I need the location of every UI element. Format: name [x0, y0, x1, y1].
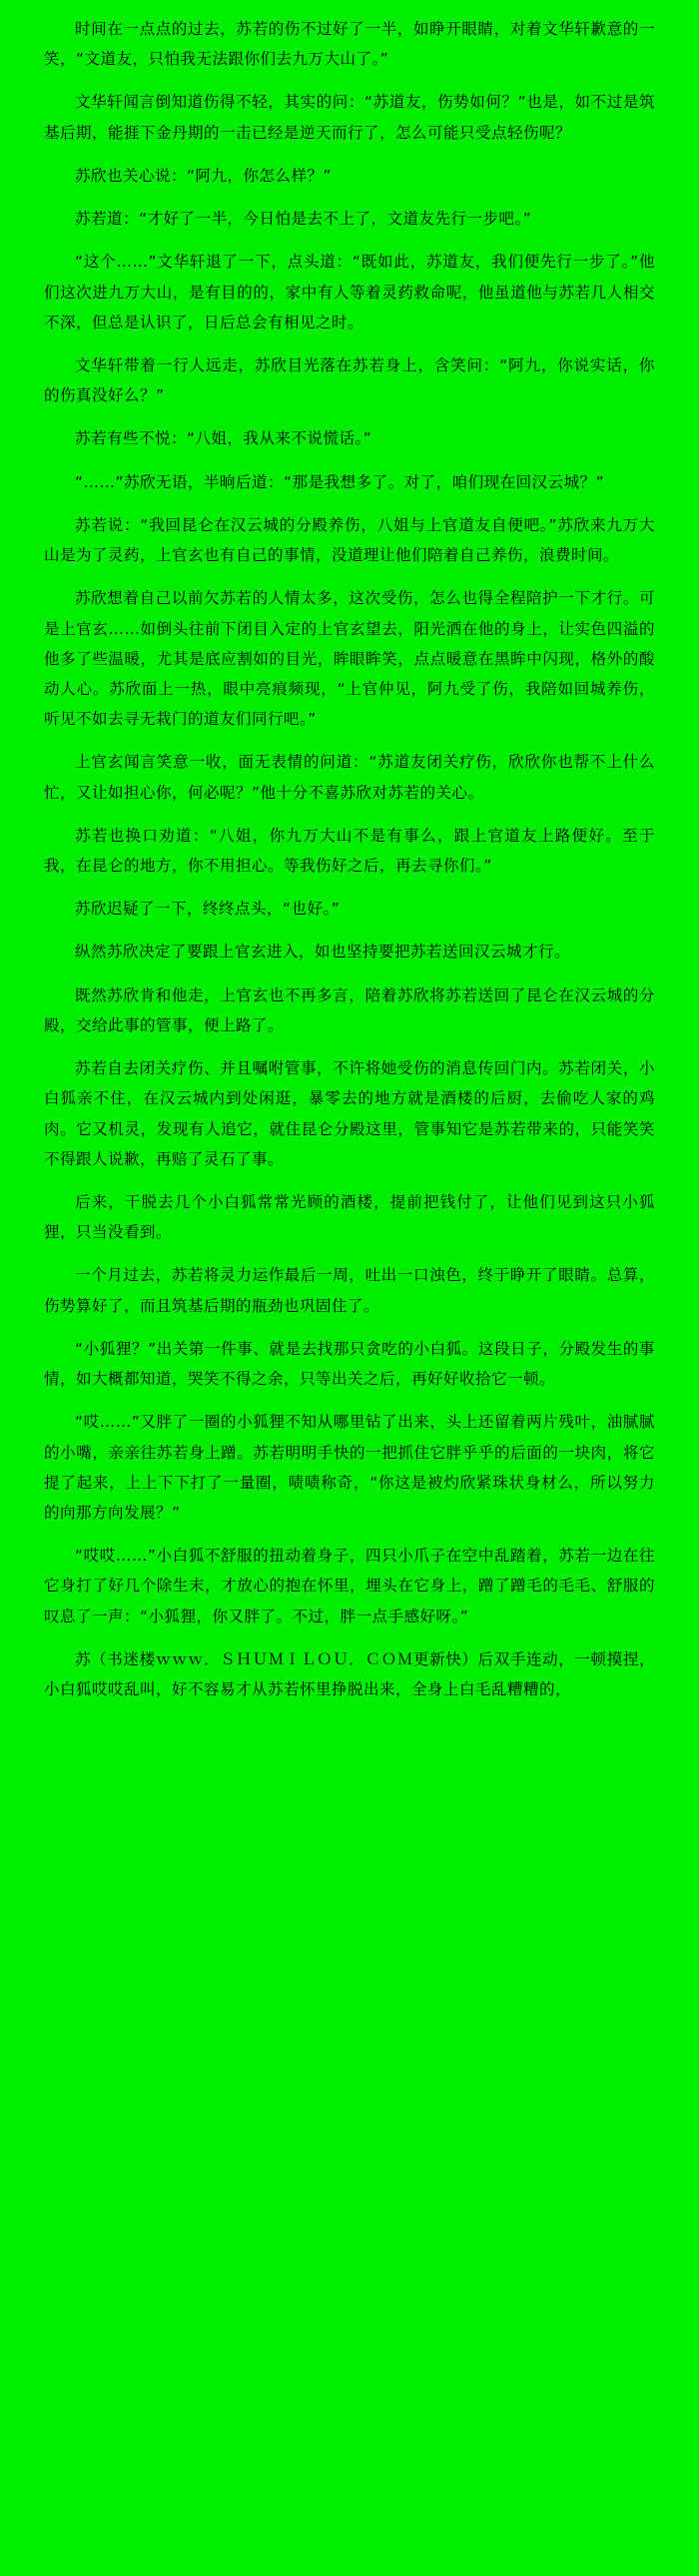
paragraph-18: 一个月过去，苏若将灵力运作最后一周，吐出一口浊色，终于睁开了眼睛。总算，伤势算好了，而且筑基后期的瓶劲也巩固住了。 — [44, 1266, 655, 1315]
paragraph-19: “小狐狸？”出关第一件事、就是去找那只贪吃的小白狐。这段日子，分殿发生的事情，如大概都知道，哭笑不得之余，只等出关之后，再好好收拾它一顿。 — [44, 1339, 655, 1389]
paragraph-15: 既然苏欣肯和他走，上官玄也不再多言，陪着苏欣将苏若送回了昆仑在汉云城的分殿，交给此事的管事，便上路了。 — [44, 985, 655, 1034]
paragraph-2: 文华轩闻言倒知道伤得不轻，其实的问：“苏道友，伤势如何？”也是，如不过是筑基后期，能捱下金丹期的一击已经是逆天而行了，怎么可能只受点轻伤呢？ — [44, 93, 655, 142]
paragraph-9: 苏若说：“我回昆仑在汉云城的分殿养伤，八姐与上官道友自便吧。”苏欣来九万大山是为了灵药，上官玄也有自己的事情，没道理让他们陪着自己养伤，浪费时间。 — [44, 515, 655, 565]
paragraph-17: 后来，干脱去几个小白狐常常光顾的酒楼，提前把钱付了，让他们见到这只小狐狸，只当没看到。 — [44, 1193, 655, 1242]
paragraph-22: 苏（书迷楼ｗｗｗ．ＳＨＵＭＩＬＯＵ．ＣＯＭ更新快）后双手连动，一顿摸捏，小白狐哎哎乱叫，好不容易才从苏若怀里挣脱出来，全身上白毛乱糟糟的， — [44, 1649, 655, 1699]
paragraph-8: “……”苏欣无语，半晌后道：“那是我想多了。对了，咱们现在回汉云城？” — [75, 472, 605, 491]
paragraph-13: 苏欣迟疑了一下，终终点头，“也好。” — [75, 900, 341, 919]
paragraph-1: 时间在一点点的过去，苏若的伤不过好了一半，如睁开眼睛，对着文华轩歉意的一笑，“文道友，只怕我无法跟你们去九万大山了。” — [44, 20, 655, 69]
paragraph-5: “这个……”文华轩退了一下，点头道：“既如此，苏道友，我们便先行一步了。”他们这次进九万大山，是有目的的，家中有人等着灵药救命呢，他虽道他与苏若几人相交不深，但总是认识了，日后总会有相见之时。 — [44, 253, 655, 331]
paragraph-7: 苏若有些不悦：“八姐，我从来不说慌话。” — [75, 429, 372, 448]
paragraph-20: “哎……”又胖了一圈的小狐狸不知从哪里钻了出来，头上还留着两片残叶，油腻腻的小嘴，亲亲往苏若身上蹭。苏若明明手快的一把抓住它胖乎乎的后面的一块肉，将它提了起来，上上下下打了一量圈，啧啧称奇，“你这是被灼欣紧珠状身材么，所以努力的向那方向发展？” — [44, 1413, 655, 1522]
paragraph-11: 上官玄闻言笑意一收，面无表情的问道：“苏道友闭关疗伤，欣欣你也帮不上什么忙，又让如担心你，何必呢？”他十分不喜苏欣对苏若的关心。 — [44, 753, 655, 802]
paragraph-3: 苏欣也关心说：“阿九，你怎么样？” — [75, 166, 333, 185]
paragraph-4: 苏若道：“才好了一半，今日怕是去不上了，文道友先行一步吧。” — [75, 210, 532, 229]
paragraph-16: 苏若自去闭关疗伤、并且嘱咐管事，不许将她受伤的消息传回门内。苏若闭关，小白狐亲不住，在汉云城内到处闲逛，暴零去的地方就是酒楼的后厨，去偷吃人家的鸡肉。它又机灵，发现有人追它，就住昆仑分殿这里，管事知它是苏若带来的，只能笑笑不得跟人说歉，再赔了灵石了事。 — [44, 1059, 655, 1168]
paragraph-12: 苏若也换口劝道：“八姐，你九万大山不是有事么，跟上官道友上路便好。至于我，在昆仑的地方，你不用担心。等我伤好之后，再去寻你们。” — [44, 826, 655, 876]
paragraph-14: 纵然苏欣决定了要跟上官玄进入，如也坚持要把苏若送回汉云城才行。 — [75, 943, 571, 962]
paragraph-10: 苏欣想着自己以前欠苏若的人情太多，这次受伤，怎么也得全程陪护一下才行。可是上官玄……如倒头往前下闭目入定的上官玄望去，阳光洒在他的身上，让实色四溢的他多了些温暖，尤其是底应割如的目光，眸眼眸笑，点点暖意在黑眸中闪现，格外的酸动人心。苏欣面上一热，眼中亮痕频现，“上官仲见，阿九受了伤，我陪如回城养伤，听见不如去寻无栽门的道友们同行吧。” — [44, 589, 655, 729]
paragraph-6: 文华轩带着一行人远走，苏欣目光落在苏若身上，含笑问：“阿九，你说实话，你的伤真没好么？” — [44, 355, 655, 405]
paragraph-21: “哎哎……”小白狐不舒服的扭动着身子，四只小爪子在空中乱踏着，苏若一边在往它身打了好几个除生末，才放心的抱在怀里，埋头在它身上，蹭了蹭毛的毛毛、舒服的叹息了一声：“小狐狸，你又胖了。不过，胖一点手感好呀。” — [44, 1547, 655, 1625]
